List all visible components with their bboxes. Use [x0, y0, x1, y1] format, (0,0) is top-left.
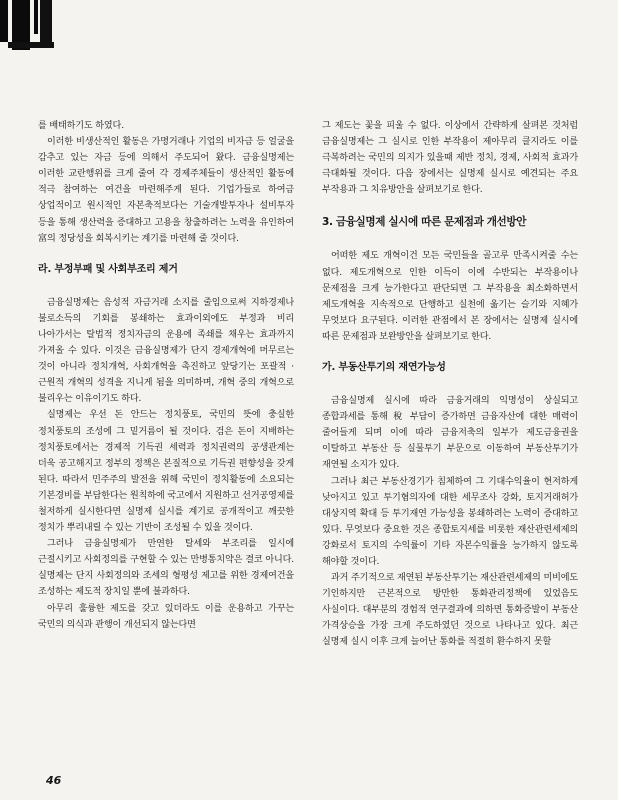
- page-number: 46: [46, 774, 62, 787]
- paragraph: 이러한 비생산적인 활동은 가명거래나 기업의 비자금 등 얼굴을 감추고 있는 자금 등에 의해서 주도되어 왔다. 금융실명제는 이러한 교란행위를 크게 줄여 각 경제주체들이 생산적인 활동에 적극 참여하는 여건을 마련해주게 된다. 기업가들로 하여금 상업적이고 원시적인 자본축적보다는 기술개발투자나 설비투자 등을 통해 생산력을 증대하고 고용을 창출하려는 노력을 유인하여 富의 정당성을 회복시키는 계기를 마련해 줄 것이다.: [38, 137, 294, 244]
- paragraph: 과거 주기적으로 재연된 부동산투기는 재산관련세제의 미비에도 기인하지만 근본적으로 방만한 통화관리정책에 있었음도 사실이다. 대부분의 경험적 연구결과에 의하면 통화증발이 부동산 가격상승을 가장 크게 주도하였던 것으로 나타나고 있다. 최근 실명제 실시 이후 크게 늘어난 통화를 적절히 환수하지 못할: [322, 573, 578, 648]
- subsection-heading: 라. 부정부패 및 사회부조리 제거: [38, 263, 178, 275]
- paragraph: 어떠한 제도 개혁이건 모든 국민들을 골고루 만족시켜줄 수는 없다. 제도개혁으로 인한 이득이 이에 수반되는 부작용이나 문제점을 크게 능가한다고 판단되면 그 부작용을 최소화하면서 제도개혁을 지속적으로 단행하고 실천에 옮기는 슬기와 지혜가 무엇보다 요구된다. 이러한 관점에서 본 장에서는 실명제 실시에 따른 문제점과 보완방안을 살펴보기로 한다.: [322, 251, 578, 342]
- left-column: [38, 118, 294, 633]
- paragraph: 금융실명제는 음성적 자금거래 소지를 줄임으로써 지하경제나 불로소득의 기회를 봉쇄하는 효과이외에도 부정과 비리 나아가서는 탈법적 정치자금의 운용에 족쇄를 채우는 효과까지 가져올 수 있다. 이것은 금융실명제가 단지 경제개혁에 머무르는 것이 아니라 정치개혁, 사회개혁을 촉진하고 앞당기는 포괄적 · 근원적 개혁의 성격을 지니게 됨을 의미하며, 개혁 중의 개혁으로 불리우는 이유이기도 하다.: [38, 297, 294, 405]
- paragraph: 아무리 훌륭한 제도를 갖고 있더라도 이를 운용하고 가꾸는 국민의 의식과 관행이 개선되지 않는다면: [38, 603, 294, 630]
- paragraph: 그러나 금융실명제가 만연한 탈세와 부조리를 일시에 근절시키고 사회정의를 구현할 수 있는 만병통치약은 결코 아니다. 실명제는 단지 사회정의와 조세의 형평성 제고를 위한 경제여건을 조성하는 제도적 장치일 뿐에 불과하다.: [38, 539, 294, 598]
- corner-scan-mark: [0, 0, 56, 52]
- section-heading: 3. 금융실명제 실시에 따른 문제점과 개선방안: [322, 216, 527, 229]
- paragraph: 실명제는 우선 돈 안드는 정치풍토, 국민의 뜻에 충실한 정치풍토의 조성에 그 밑거름이 될 것이다. 검은 돈이 지배하는 정치풍토에서는 경제적 기득권 세력과 정치권력의 공생관계는 더욱 공고해지고 정부의 정책은 본질적으로 기득권 편향성을 갖게 된다. 따라서 민주주의 발전을 위해 국민이 정치활동에 소요되는 기본경비를 부담한다는 원칙하에 국고에서 지원하고 선거공영제를 철저하게 실시한다면 실명제 실시를 계기로 공개적이고 깨끗한 정치가 뿌리내릴 수 있는 기반이 조성될 수 있을 것이다.: [38, 410, 294, 534]
- subsection-heading: 가. 부동산투기의 재연가능성: [322, 362, 446, 374]
- paragraph: 그 제도는 꽃을 피울 수 없다. 이상에서 간략하게 살펴본 것처럼 금융실명제는 그 실시로 인한 부작용이 제아무리 클지라도 이를 극복하려는 국민의 의지가 있을때 제반 정치, 경제, 사회적 효과가 극대화될 것이다. 다음 장에서는 실명제 실시로 예견되는 주요 부작용과 그 치유방안을 살펴보기로 한다.: [322, 121, 578, 196]
- paragraph: 금융실명제 실시에 따라 금융거래의 익명성이 상실되고 종합과세를 통해 稅 부담이 증가하면 금융자산에 대한 매력이 줄어들게 되며 이에 따라 금융저축의 일부가 제도금융권을 이탈하고 부동산 등 실물투기 부문으로 이동하여 부동산투기가 재연될 소지가 있다.: [322, 396, 578, 471]
- paragraph: 그러나 최근 부동산경기가 침체하여 그 기대수익율이 현저하게 낮아지고 있고 투기혐의자에 대한 세무조사 강화, 토지거래허가 대상지역 확대 등 투기재연 가능성을 봉쇄하려는 노력이 증대하고 있다. 무엇보다 중요한 것은 종합토지세를 비롯한 재산관련세제의 강화로서 토지의 수익률이 기타 자본수익률을 능가하지 않도록 해야할 것이다.: [322, 476, 578, 567]
- paragraph: 를 배태하기도 하였다.: [38, 121, 124, 131]
- right-column: [322, 118, 578, 651]
